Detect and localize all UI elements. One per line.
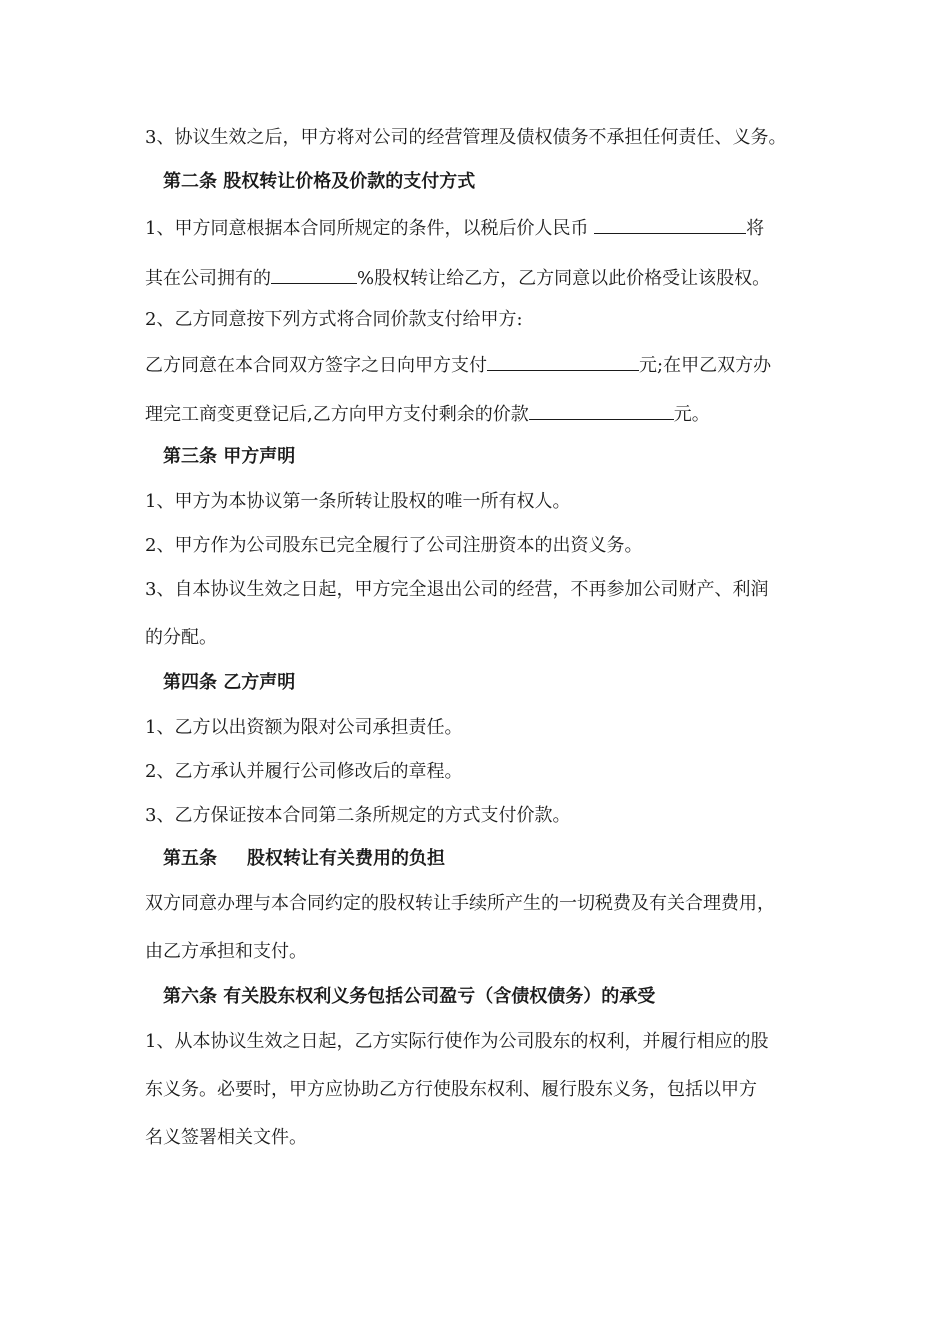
section-heading — [163, 847, 445, 871]
text-segment: 元。 — [673, 404, 710, 425]
text-segment: 将 — [746, 218, 765, 239]
blank-field — [487, 352, 639, 371]
text-segment: %股权转让给乙方，乙方同意以此价格受让该股权。 — [357, 268, 771, 289]
paragraph: 3、乙方保证按本合同第二条所规定的方式支付价款。 — [145, 805, 571, 826]
blank-field — [594, 215, 746, 234]
paragraph: 1、从本协议生效之日起，乙方实际行使作为公司股东的权利，并履行相应的股 — [145, 1031, 769, 1052]
paragraph: 3、协议生效之后，甲方将对公司的经营管理及债权债务不承担任何责任、义务。 — [145, 127, 787, 148]
paragraph-line — [145, 265, 770, 291]
paragraph-line — [145, 215, 764, 241]
paragraph: 由乙方承担和支付。 — [145, 941, 307, 962]
text-segment: 乙方同意在本合同双方签字之日向甲方支付 — [145, 355, 487, 376]
paragraph: 2、乙方同意按下列方式将合同价款支付给甲方: — [145, 309, 523, 330]
paragraph: 3、自本协议生效之日起，甲方完全退出公司的经营，不再参加公司财产、利润 — [145, 579, 769, 600]
text-segment: 其在公司拥有的 — [145, 268, 271, 289]
text-segment: 元;在甲乙双方办 — [639, 355, 772, 376]
paragraph-line — [145, 352, 771, 378]
text-segment: 1、甲方同意根据本合同所规定的条件，以税后价人民币 — [145, 218, 595, 239]
section-heading: 第三条 甲方声明 — [163, 446, 296, 467]
blank-field — [529, 401, 674, 420]
paragraph: 2、甲方作为公司股东已完全履行了公司注册资本的出资义务。 — [145, 535, 643, 556]
text-segment: 理完工商变更登记后,乙方向甲方支付剩余的价款 — [145, 404, 529, 425]
heading-number: 第五条 — [163, 848, 217, 869]
heading-text: 股权转让有关费用的负担 — [247, 848, 445, 869]
paragraph: 东义务。必要时，甲方应协助乙方行使股东权利、履行股东义务，包括以甲方 — [145, 1079, 757, 1100]
blank-field — [271, 265, 357, 284]
paragraph: 1、甲方为本协议第一条所转让股权的唯一所有权人。 — [145, 491, 571, 512]
paragraph: 名义签署相关文件。 — [145, 1127, 307, 1148]
paragraph: 1、乙方以出资额为限对公司承担责任。 — [145, 717, 463, 738]
section-heading: 第四条 乙方声明 — [163, 672, 296, 693]
section-heading: 第二条 股权转让价格及价款的支付方式 — [163, 171, 476, 192]
section-heading: 第六条 有关股东权利义务包括公司盈亏（含债权债务）的承受 — [163, 986, 656, 1007]
paragraph: 2、乙方承认并履行公司修改后的章程。 — [145, 761, 463, 782]
paragraph-line — [145, 401, 710, 427]
paragraph: 双方同意办理与本合同约定的股权转让手续所产生的一切税费及有关合理费用， — [145, 893, 775, 914]
paragraph: 的分配。 — [145, 627, 217, 648]
